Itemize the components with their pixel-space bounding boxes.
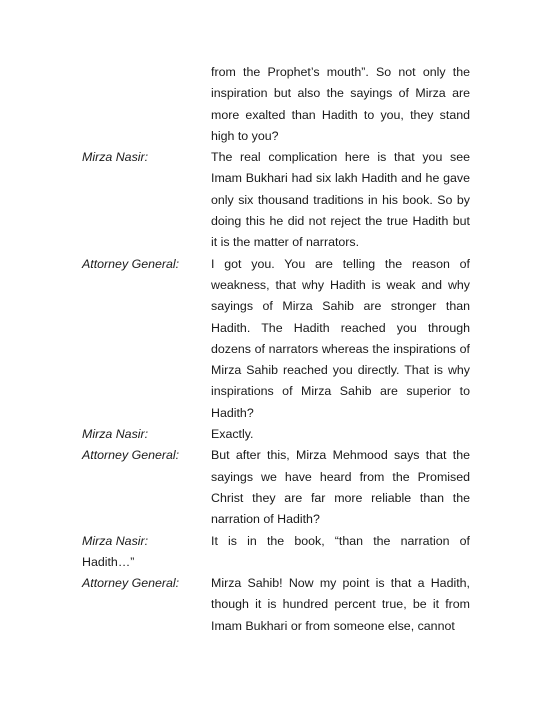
speaker-label: Attorney General: (82, 256, 180, 271)
speaker-label: Mirza Nasir: (82, 427, 149, 442)
transcript-entry (82, 254, 470, 424)
speech-text: Exactly. (211, 427, 254, 442)
speech-text: Mirza Sahib! Now my point is that a Hadith, though it is hundred percent true, be it from Imam Bukhari or from someone else, cannot (211, 576, 470, 633)
transcript-entry (82, 573, 470, 637)
transcript-entry (82, 62, 470, 147)
transcript-entry (82, 531, 470, 574)
speaker-label: Mirza Nasir: (82, 533, 149, 548)
speaker-label: Mirza Nasir: (82, 150, 149, 165)
speaker-label: Attorney General: (82, 576, 180, 591)
transcript-entry (82, 147, 470, 253)
speaker-label: Attorney General: (82, 448, 180, 463)
speech-text: But after this, Mirza Mehmood says that the sayings we have heard from the Promised Christ they are far more reliable than the narration of Hadith? (211, 448, 470, 527)
transcript-entry (82, 445, 470, 530)
speech-text: It is in the book, “than the narration of Hadith…” (82, 533, 470, 569)
speech-text: The real complication here is that you see Imam Bukhari had six lakh Hadith and he gave only six thousand traditions in his book. So by doing this he did not reject the true Hadith but it is the matter of narrators. (211, 150, 470, 250)
transcript-entry (82, 424, 470, 445)
transcript (82, 62, 470, 637)
speech-text: I got you. You are telling the reason of weakness, that why Hadith is weak and why sayings of Mirza Sahib are stronger than Hadith. The Hadith reached you through dozens of narrators whereas the inspirations of Mirza Sahib reached you directly. That is why inspirations of Mirza Sahib are superior to Hadith? (211, 256, 470, 420)
speech-text: from the Prophet’s mouth”. So not only the inspiration but also the sayings of Mirza are more exalted than Hadith to you, they stand high to you? (211, 65, 470, 143)
